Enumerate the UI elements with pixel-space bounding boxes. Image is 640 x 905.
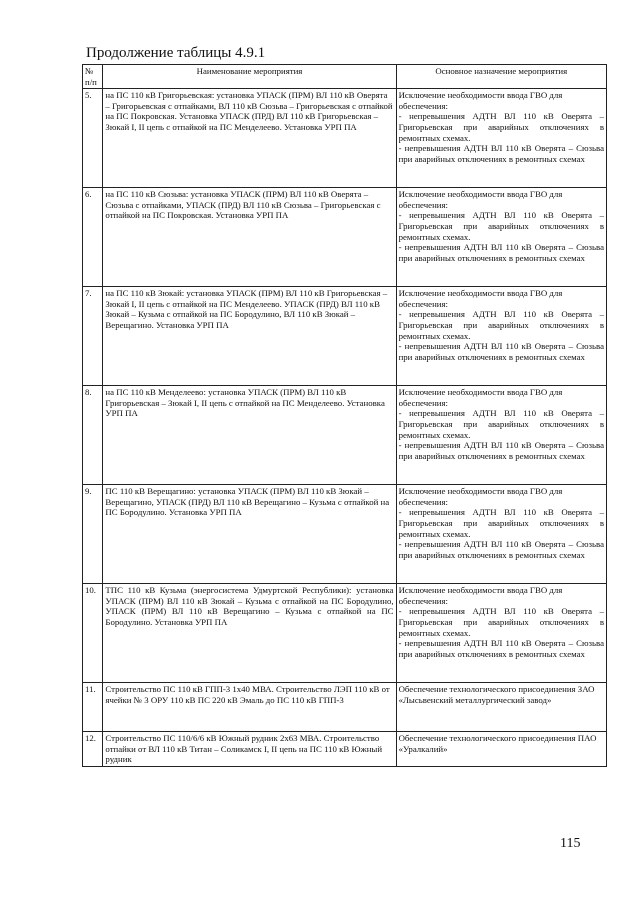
row-number: 5.	[83, 89, 103, 188]
table-row	[83, 584, 607, 683]
measure-purpose	[396, 584, 606, 683]
measure-name: на ПС 110 кВ Сюзьва: установка УПАСК (ПРМ) ВЛ 110 кВ Оверята – Сюзьва с отпайками, УПАСК (ПРД) ВЛ 110 кВ Сюзьва – Григорьевская с отпайкой на ПС Покровская. Установка УРП ПА	[103, 188, 396, 287]
purpose-line: - непревышения АДТН ВЛ 110 кВ Оверята – Сюзьва при аварийных отключениях в ремонтных схемах	[398, 638, 604, 659]
measure-purpose	[396, 683, 606, 732]
purpose-line: Исключение необходимости ввода ГВО для обеспечения:	[398, 585, 563, 606]
measure-purpose	[396, 89, 606, 188]
purpose-line: - непревышения АДТН ВЛ 110 кВ Оверята – Григорьевская при аварийных отключениях в ремонтных схемах.	[398, 111, 604, 143]
table-body	[83, 89, 607, 767]
purpose-line: Обеспечение технологического присоединения ПАО «Уралкалий»	[398, 733, 597, 754]
purpose-line: - непревышения АДТН ВЛ 110 кВ Оверята – Сюзьва при аварийных отключениях в ремонтных схемах	[398, 143, 604, 164]
table-row	[83, 188, 607, 287]
purpose-line: Исключение необходимости ввода ГВО для обеспечения:	[398, 387, 563, 408]
measure-name: ПС 110 кВ Верещагино: установка УПАСК (ПРМ) ВЛ 110 кВ Зюкай – Верещагино, УПАСК (ПРД) ВЛ 110 кВ Верещагино – Кузьма с отпайкой на ПС Бородулино. Установка УРП ПА	[103, 485, 396, 584]
purpose-line: - непревышения АДТН ВЛ 110 кВ Оверята – Сюзьва при аварийных отключениях в ремонтных схемах	[398, 539, 604, 560]
purpose-line: - непревышения АДТН ВЛ 110 кВ Оверята – Григорьевская при аварийных отключениях в ремонтных схемах.	[398, 309, 604, 341]
header-name: Наименование мероприятия	[103, 65, 396, 89]
measure-name: на ПС 110 кВ Григорьевская: установка УПАСК (ПРМ) ВЛ 110 кВ Оверята – Григорьевская с отпайками, ВЛ 110 кВ Сюзьва – Григорьевская с отпайкой на ПС Покровская. Установка УПАСК (ПРД) ВЛ 110 кВ Григорьевская – Зюкай I, II цепь с отпайкой на ПС Менделеево. Установка УРП ПА	[103, 89, 396, 188]
measure-name: на ПС 110 кВ Зюкай: установка УПАСК (ПРМ) ВЛ 110 кВ Григорьевская – Зюкай I, II цепь с отпайкой на ПС Менделеево. УПАСК (ПРД) ВЛ 110 кВ Зюкай – Кузьма с отпайкой на ПС Бородулино, ВЛ 110 кВ Зюкай – Верещагино. Установка УРП ПА	[103, 287, 396, 386]
measure-name: Строительство ПС 110/6/6 кВ Южный рудник 2х63 МВА. Строительство отпайки от ВЛ 110 кВ Титан – Соликамск I, II цепь на ПС 110 кВ Южный рудник	[103, 732, 396, 767]
table-row	[83, 485, 607, 584]
row-number: 9.	[83, 485, 103, 584]
purpose-line: - непревышения АДТН ВЛ 110 кВ Оверята – Сюзьва при аварийных отключениях в ремонтных схемах	[398, 341, 604, 362]
measure-purpose	[396, 287, 606, 386]
measure-purpose	[396, 188, 606, 287]
table-continuation-title: Продолжение таблицы 4.9.1	[86, 45, 266, 61]
purpose-line: - непревышения АДТН ВЛ 110 кВ Оверята – Григорьевская при аварийных отключениях в ремонтных схемах.	[398, 606, 604, 638]
table-row	[83, 732, 607, 767]
measure-purpose	[396, 386, 606, 485]
measure-name: Строительство ПС 110 кВ ГПП-3 1х40 МВА. Строительство ЛЭП 110 кВ от ячейки № 3 ОРУ 110 кВ ПС 220 кВ Эмаль до ПС 110 кВ ГПП-3	[103, 683, 396, 732]
purpose-line: Обеспечение технологического присоединения ЗАО «Лысьвенский металлургический завод»	[398, 684, 595, 705]
table-row	[83, 287, 607, 386]
measure-name: на ПС 110 кВ Менделеево: установка УПАСК (ПРМ) ВЛ 110 кВ Григорьевская – Зюкай I, II цепь с отпайкой на ПС Менделеево. Установка УРП ПА	[103, 386, 396, 485]
measures-table	[82, 64, 607, 767]
table-row	[83, 386, 607, 485]
row-number: 8.	[83, 386, 103, 485]
measure-purpose	[396, 485, 606, 584]
header-purpose: Основное назначение мероприятия	[396, 65, 606, 89]
purpose-line: - непревышения АДТН ВЛ 110 кВ Оверята – Григорьевская при аварийных отключениях в ремонтных схемах.	[398, 408, 604, 440]
purpose-line: - непревышения АДТН ВЛ 110 кВ Оверята – Григорьевская при аварийных отключениях в ремонтных схемах.	[398, 507, 604, 539]
row-number: 7.	[83, 287, 103, 386]
table-header-row	[83, 65, 607, 89]
table-row	[83, 683, 607, 732]
purpose-line: Исключение необходимости ввода ГВО для обеспечения:	[398, 90, 563, 111]
purpose-line: Исключение необходимости ввода ГВО для обеспечения:	[398, 486, 563, 507]
purpose-line: Исключение необходимости ввода ГВО для обеспечения:	[398, 288, 563, 309]
measure-name: ТПС 110 кВ Кузьма (энергосистема Удмуртской Республики): установка УПАСК (ПРМ) ВЛ 110 кВ Зюкай – Кузьма с отпайкой на ПС Бородулино, УПАСК (ПРМ) ВЛ 110 кВ Верещагино – Кузьма с отпайкой на ПС Бородулино. Установка УРП ПА	[103, 584, 396, 683]
row-number: 11.	[83, 683, 103, 732]
row-number: 6.	[83, 188, 103, 287]
row-number: 10.	[83, 584, 103, 683]
row-number: 12.	[83, 732, 103, 767]
header-num: № п/п	[83, 65, 103, 89]
purpose-line: - непревышения АДТН ВЛ 110 кВ Оверята – Сюзьва при аварийных отключениях в ремонтных схемах	[398, 242, 604, 263]
page-number: 115	[560, 836, 581, 851]
purpose-line: - непревышения АДТН ВЛ 110 кВ Оверята – Сюзьва при аварийных отключениях в ремонтных схемах	[398, 440, 604, 461]
measure-purpose	[396, 732, 606, 767]
table-row	[83, 89, 607, 188]
purpose-line: Исключение необходимости ввода ГВО для обеспечения:	[398, 189, 563, 210]
purpose-line: - непревышения АДТН ВЛ 110 кВ Оверята – Григорьевская при аварийных отключениях в ремонтных схемах.	[398, 210, 604, 242]
